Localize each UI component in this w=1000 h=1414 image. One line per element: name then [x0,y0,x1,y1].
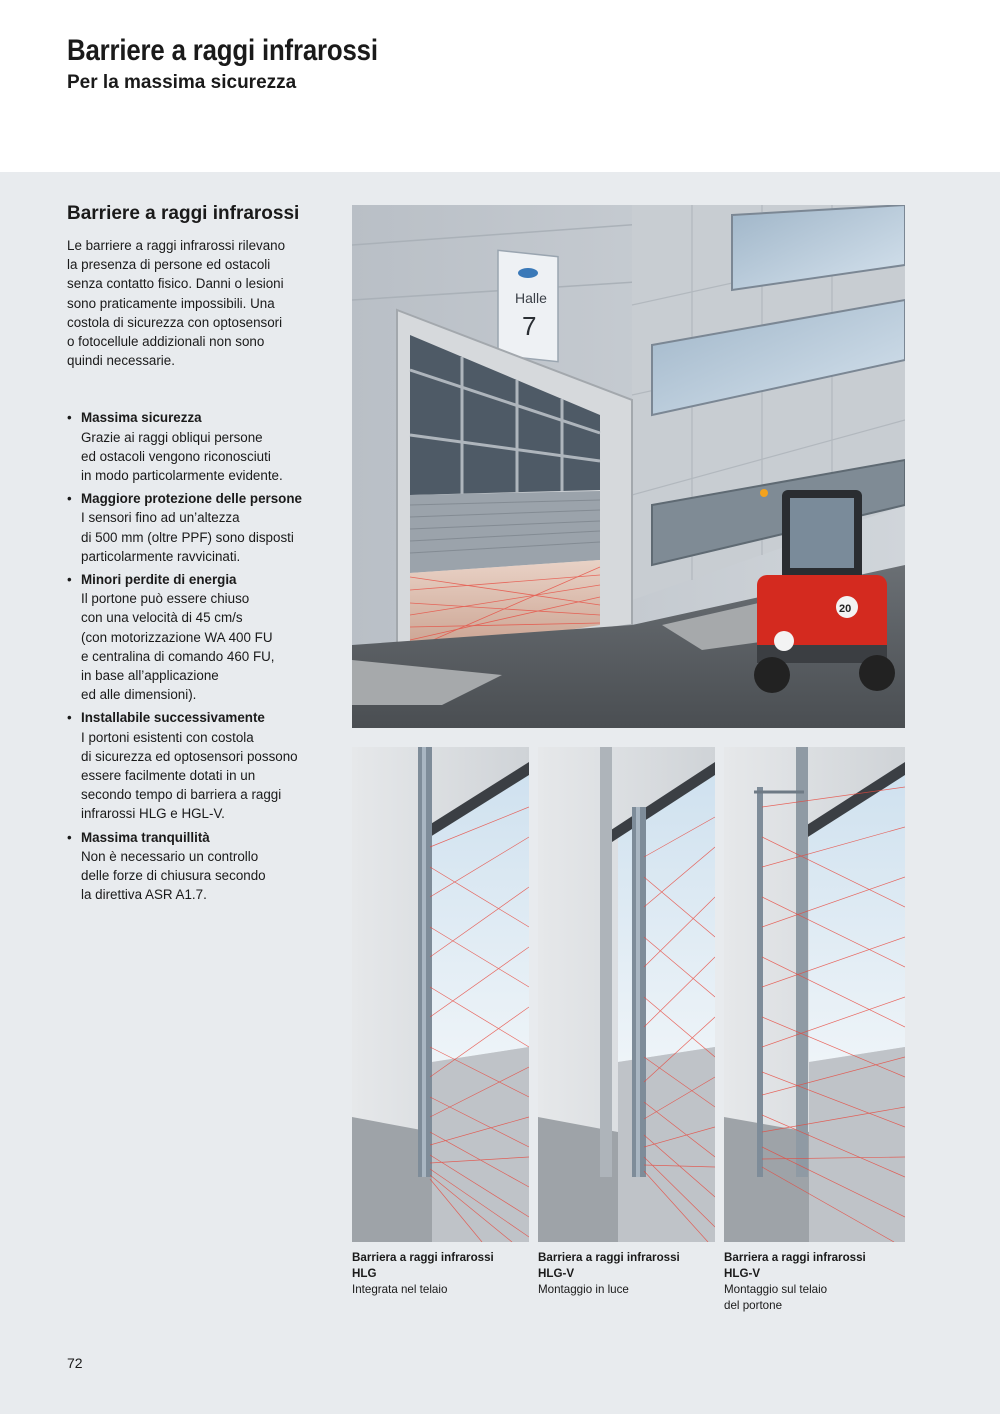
feature-item [67,408,337,485]
feature-text: Non è necessario un controllo delle forze di chiusura secondo la direttiva ASR A1.7. [81,848,266,903]
section-heading: Barriere a raggi infrarossi [67,203,300,224]
caption-hlg-v-luce [538,1250,719,1298]
caption-description: Montaggio in luce [538,1283,629,1296]
building-photo [352,205,905,728]
feature-text: I sensori fino ad un’altezza di 500 mm (oltre PPF) sono disposti particolarmente ravvicinati. [81,510,294,564]
caption-hlg-v-telaio [724,1250,905,1313]
feature-item [67,570,337,704]
caption-description: Montaggio sul telaio del portone [724,1283,828,1312]
caption-model: HLG [352,1266,377,1280]
feature-title: Massima tranquillità [81,829,210,845]
feature-title: Minori perdite di energia [81,572,237,588]
forklift-badge: 20 [839,603,852,615]
hall-sign-number: 7 [522,311,537,341]
feature-title: Installabile successivamente [81,710,265,726]
text-column [67,203,337,909]
caption-model: HLG-V [538,1266,575,1280]
caption-title: Barriera a raggi infrarossi [724,1251,866,1264]
feature-item [67,828,337,905]
detail-image-hlg-v-luce [538,747,715,1242]
feature-title: Maggiore protezione delle persone [81,491,302,507]
feature-item [67,708,337,823]
page-title: Barriere a raggi infrarossi [67,34,378,67]
bullet-icon: • [67,491,72,507]
caption-title: Barriera a raggi infrarossi [538,1251,680,1264]
bullet-icon: • [67,710,72,726]
feature-text: Il portone può essere chiuso con una velocità di 45 cm/s (con motorizzazione WA 400 FU e centralina di comando 460 FU, in base all’applicazione ed alle dimensioni). [81,591,275,703]
detail-image-hlg-v-telaio [724,747,905,1242]
detail-image-hlg [352,747,529,1242]
caption-title: Barriera a raggi infrarossi [352,1251,494,1264]
bullet-icon: • [67,572,72,588]
building-illustration [352,205,905,728]
bullet-icon: • [67,410,72,426]
caption-hlg [352,1250,533,1298]
hlg-illustration [352,747,529,1242]
feature-list [67,408,337,904]
caption-description: Integrata nel telaio [352,1283,448,1296]
intro-paragraph: Le barriere a raggi infrarossi rilevano la presenza di persone ed ostacoli senza contatto fisico. Danni o lesioni sono praticamente impossibili. Una costola di sicurezza con optosensori o fotocellule addizionali non sono quindi necessarie. [67,238,286,369]
page-subtitle: Per la massima sicurezza [67,72,297,93]
page-header [0,0,1000,172]
caption-model: HLG-V [724,1266,761,1280]
feature-item [67,489,337,566]
feature-text: Grazie ai raggi obliqui persone ed ostacoli vengono riconosciuti in modo particolarmente evidente. [81,429,283,484]
feature-text: I portoni esistenti con costola di sicurezza ed optosensori possono essere facilmente dotati in un secondo tempo di barriera a raggi infrarossi HLG e HGL-V. [81,729,298,822]
feature-title: Massima sicurezza [81,410,202,426]
bullet-icon: • [67,829,72,845]
hall-sign-label: Halle [515,290,547,306]
hlg-v-luce-illustration [538,747,715,1242]
hlg-v-telaio-illustration [724,747,905,1242]
page-number: 72 [67,1355,83,1371]
